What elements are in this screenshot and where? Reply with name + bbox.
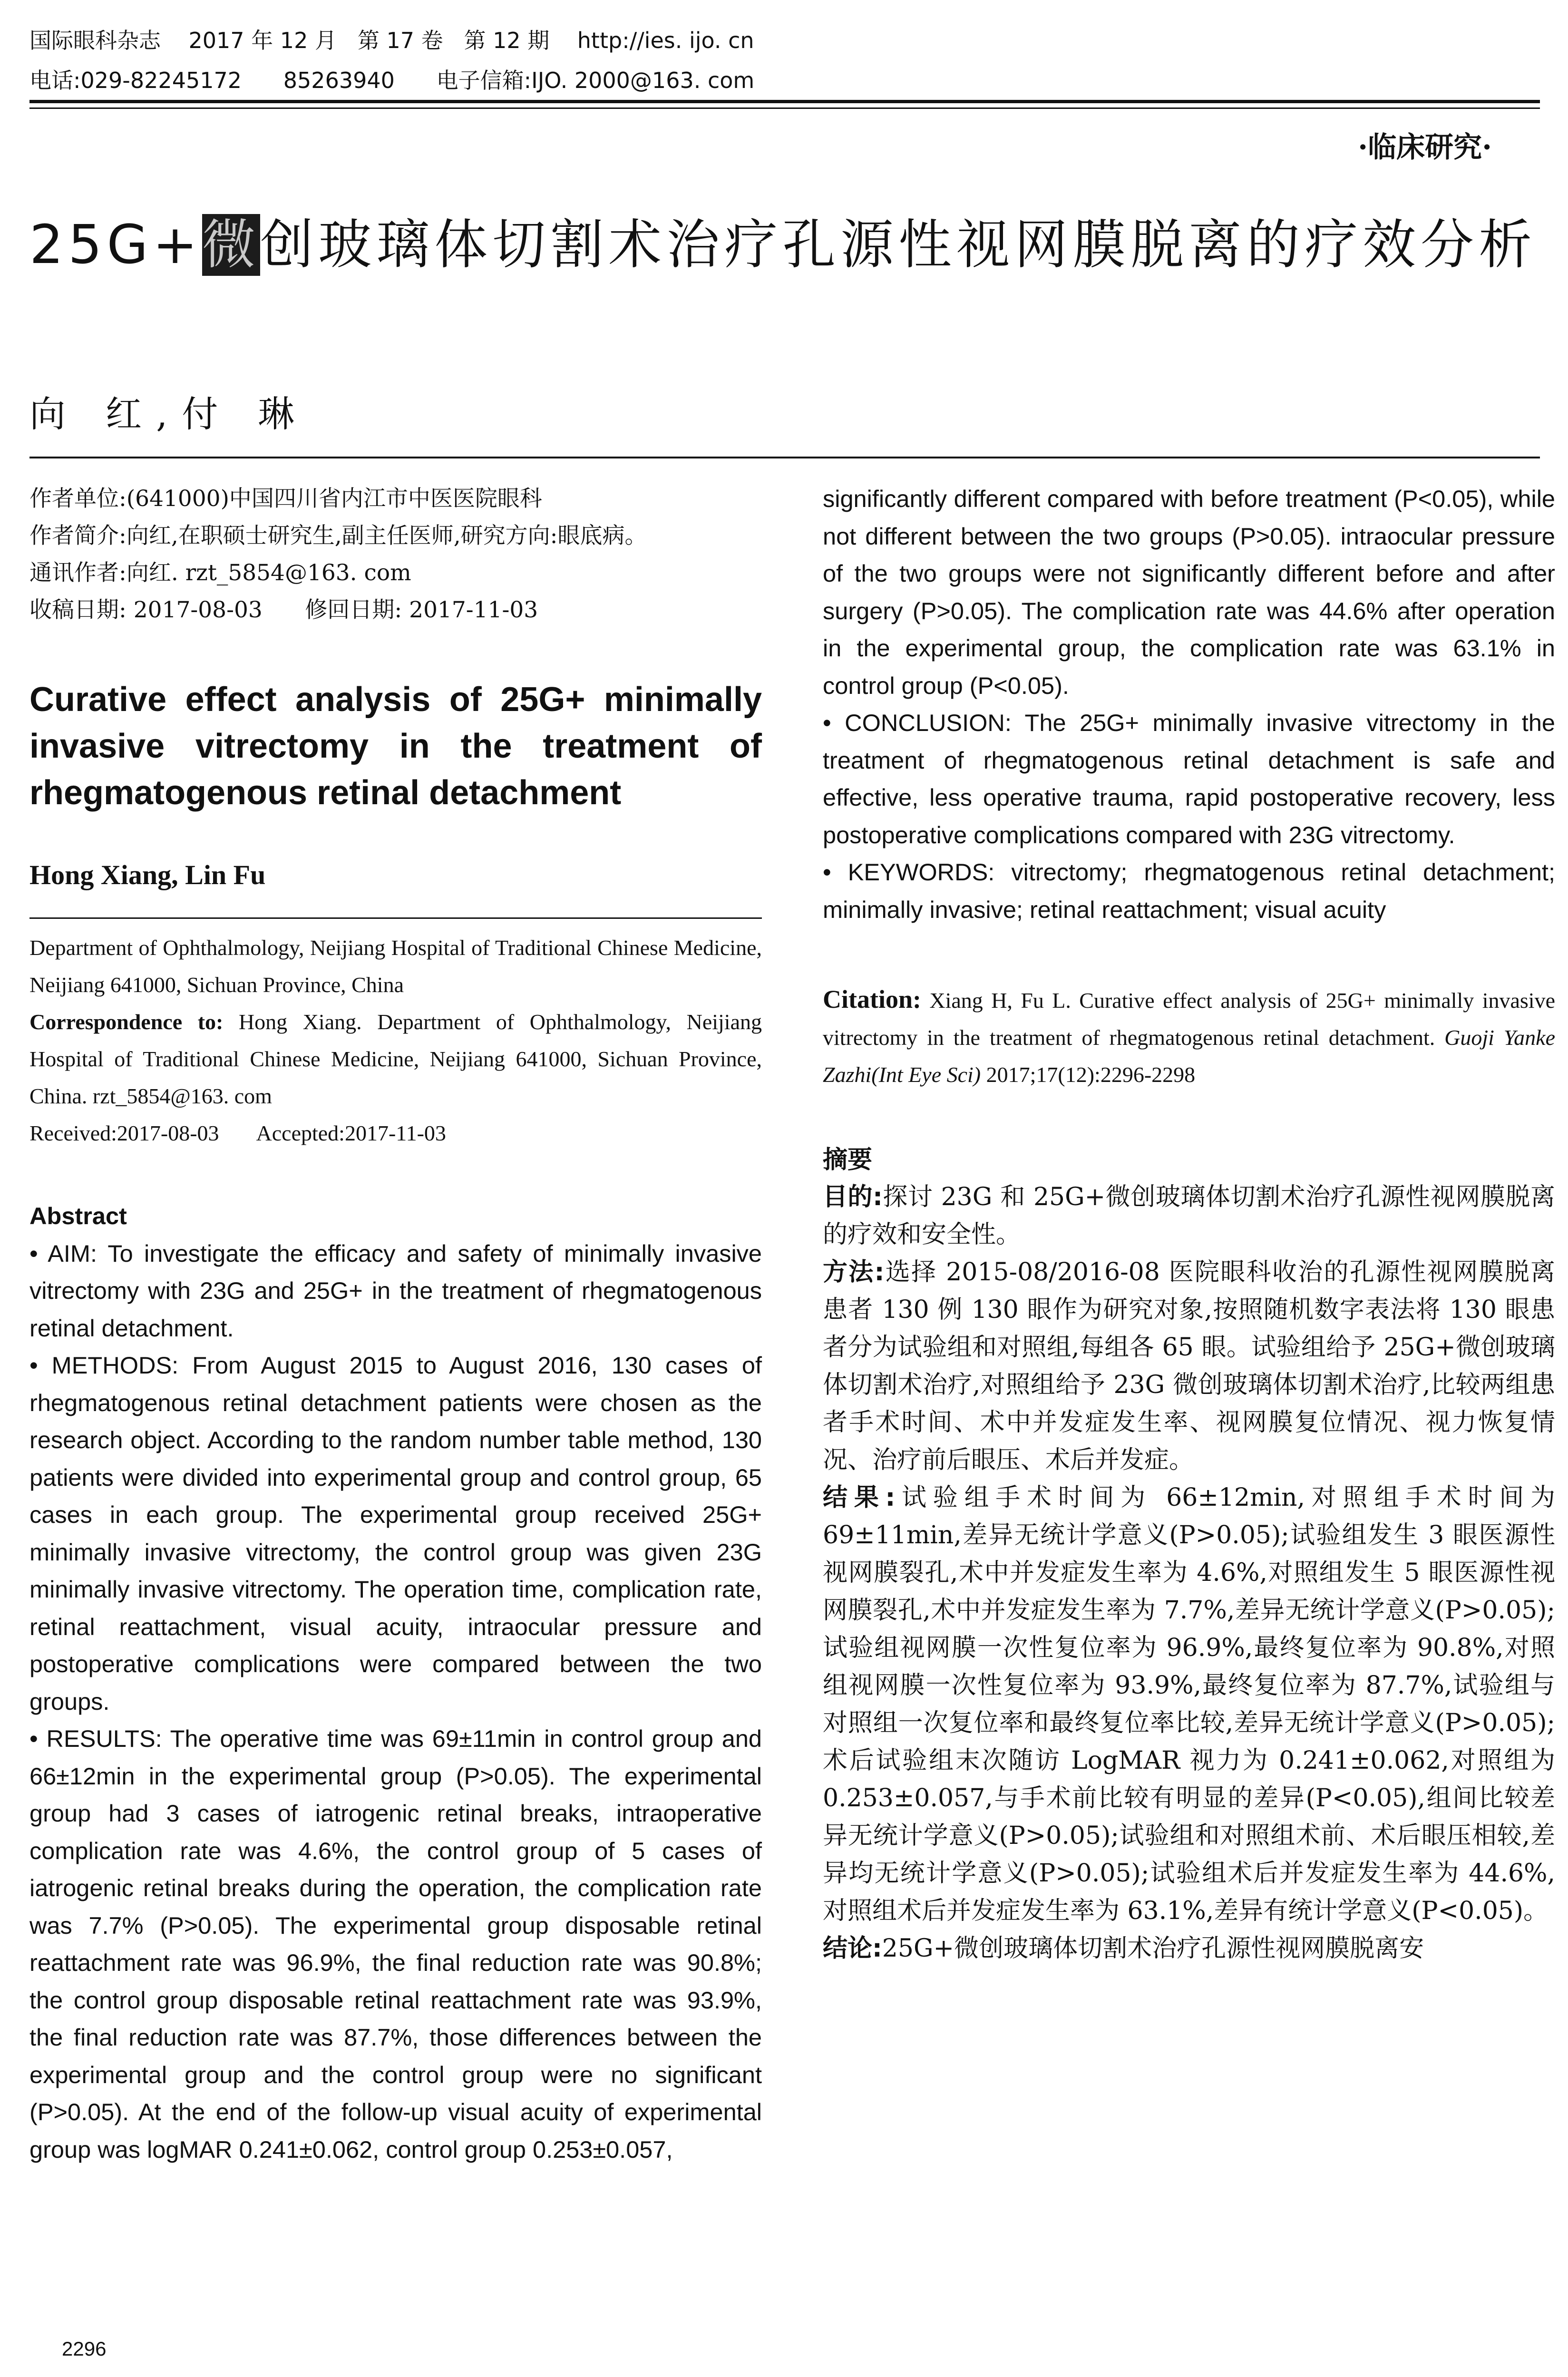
citation-text (823, 981, 1555, 1093)
abstract-zh-heading: 摘要 (823, 1145, 873, 1174)
info-affiliation: 作者单位:(641000)中国四川省内江市中医医院眼科 (29, 486, 542, 512)
authors-zh: 向 红,付 琳 (29, 393, 309, 435)
abstract-zh-methods (823, 1254, 1555, 1479)
affiliation-block (29, 929, 762, 1152)
page-number: 2296 (62, 2338, 107, 2360)
abstract-results-continued: significantly different compared with before treatment (P<0.05), while not different between the two groups (P>0.05). intraocular pressure of the two groups were not significantly different before and after surgery (P>0.05). The complication rate was 44.6% after operation in the experimental group, the complication rate was 63.1% in control group (P<0.05). (823, 485, 1555, 699)
phone-number: 电话:029-82245172 (29, 68, 242, 93)
phone-number-2: 85263940 (283, 68, 395, 93)
title-rest: 创玻璃体切割术治疗孔源性视网膜脱离的疗效分析 (260, 214, 1537, 276)
header-line-2 (29, 67, 754, 94)
info-corresponding: 通讯作者:向红. rzt_5854@163. com (29, 560, 411, 586)
affiliation-dept: Department of Ophthalmology, Neijiang Hospital of Traditional Chinese Medicine, Neijiang 641000, Sichuan Province, China (29, 935, 762, 997)
abstract-zh-results (823, 1479, 1555, 1930)
abstract-keywords: • KEYWORDS: vitrectomy; rhegmatogenous retinal detachment; minimally invasive; retinal reattachment; visual acuity (823, 858, 1555, 923)
correspondence-text: Hong Xiang. Department of Ophthalmology, Neijiang Hospital of Traditional Chinese Medicine, Neijiang 641000, Sichuan Province, China. rzt_5854@163. com (29, 1010, 762, 1108)
conclusion-text-zh: 25G+微创玻璃体切割术治疗孔源性视网膜脱离安 (882, 1934, 1424, 1963)
results-label-zh: 结果: (823, 1483, 896, 1512)
abstract-methods: • METHODS: From August 2015 to August 2016, 130 cases of rhegmatogenous retinal detachment patients were chosen as the research object. According to the random number table method, 130 patients were divided into experimental group and control group, 65 cases in each group. The experimental group received 25G+ minimally invasive vitrectomy, the control group was given 23G minimally invasive vitrectomy. The operation time, complication rate, retinal reattachment, visual acuity, intraocular pressure and postoperative complications were compared between the two groups. (29, 1352, 762, 1715)
abstract-zh-aim (823, 1179, 1555, 1254)
abstract-heading: Abstract (29, 1202, 127, 1229)
info-bio: 作者简介:向红,在职硕士研究生,副主任医师,研究方向:眼底病。 (29, 523, 647, 549)
abstract-en (29, 1198, 762, 2168)
issue-info: 2017 年 12 月 第 17 卷 第 12 期 (188, 28, 550, 53)
abstract-conclusion: • CONCLUSION: The 25G+ minimally invasive vitrectomy in the treatment of rhegmatogenous retinal detachment is safe and effective, less operative trauma, rapid postoperative recovery, less postoperative complications compared with 23G vitrectomy. (823, 709, 1555, 848)
citation-body: Xiang H, Fu L. Curative effect analysis of 25G+ minimally invasive vitrectomy in the treatment of rhegmatogenous retinal detachment. (823, 988, 1555, 1050)
article-title (29, 200, 1542, 290)
abstract-zh-conclusion (823, 1930, 1555, 1968)
left-column (29, 480, 762, 2168)
citation-label: Citation: (823, 985, 921, 1013)
right-column (823, 480, 1555, 1968)
citation-journal: Guoji Yanke Zazhi(Int Eye Sci) (823, 1025, 1555, 1087)
english-title: Curative effect analysis of 25G+ minimally invasive vitrectomy in the treatment of rhegmatogenous retinal detachment (29, 681, 762, 812)
citation-tail: 2017;17(12):2296-2298 (981, 1062, 1196, 1087)
header-rule-thin (29, 107, 1540, 109)
results-text-zh: 试验组手术时间为 66±12min,对照组手术时间为 69±11min,差异无统计学意义(P>0.05);试验组发生 3 眼医源性视网膜裂孔,术中并发症发生率为 4.6%,对照组发生 5 眼医源性视网膜裂孔,术中并发症发生率为 7.7%,差异无统计学意义(P>0.05);试验组视网膜一次性复位率为 96.9%,最终复位率为 90.8%,对照组视网膜一次性复位率为 93.9%,最终复位率为 87.7%,试验组与对照组一次复位率和最终复位率比较,差异无统计学意义(P>0.05);术后试验组末次随访 LogMAR 视力为 0.241±0.062,对照组为 0.253±0.057,与手术前比较有明显的差异(P<0.05),组间比较差异无统计学意义(P>0.05);试验组和对照组术前、术后眼压相较,差异均无统计学意义(P>0.05);试验组术后并发症发生率为 44.6%,对照组术后并发症发生率为 63.1%,差异有统计学意义(P<0.05)。 (823, 1483, 1555, 1925)
abstract-aim: • AIM: To investigate the efficacy and safety of minimally invasive vitrectomy with 23G and 25G+ in the treatment of rhegmatogenous retinal detachment. (29, 1239, 762, 1342)
title-highlight: 微 (202, 214, 261, 276)
header-rule-thick (29, 100, 1540, 103)
journal-name: 国际眼科杂志 (29, 28, 161, 53)
website-link[interactable]: http://ies. ijo. cn (577, 28, 754, 53)
correspondence-label: Correspondence to: (29, 1010, 224, 1034)
title-rule (29, 457, 1540, 458)
english-authors: Hong Xiang, Lin Fu (29, 859, 266, 890)
aim-label-zh: 目的: (823, 1183, 883, 1211)
affiliation-correspondence (29, 1003, 762, 1115)
conclusion-label-zh: 结论: (823, 1934, 882, 1963)
header-line-1 (29, 27, 754, 54)
methods-label-zh: 方法: (823, 1258, 885, 1286)
section-tag: ·临床研究· (1358, 131, 1492, 164)
aim-text-zh: 探讨 23G 和 25G+微创玻璃体切割术治疗孔源性视网膜脱离的疗效和安全性。 (823, 1183, 1556, 1249)
email-address[interactable]: 电子信箱:IJO. 2000@163. com (436, 68, 755, 93)
abstract-en-continued (823, 480, 1555, 928)
info-dates: 收稿日期: 2017-08-03 修回日期: 2017-11-03 (29, 597, 538, 623)
abstract-results: • RESULTS: The operative time was 69±11min in control group and 66±12min in the experimental group (P>0.05). The experimental group had 3 cases of iatrogenic retinal breaks, intraoperative complication rate was 4.6%, the control group of 5 cases of iatrogenic retinal breaks during the operation, the complication rate was 7.7% (P>0.05). The experimental group disposable retinal reattachment rate was 96.9%, the final reduction rate was 90.8%; the control group disposable retinal reattachment rate was 93.9%, the final reduction rate was 87.7%, those differences between the experimental group and the control group were no significant (P>0.05). At the end of the follow-up visual acuity of experimental group was logMAR 0.241±0.062, control group 0.253±0.057, (29, 1725, 762, 2163)
methods-text-zh: 选择 2015-08/2016-08 医院眼科收治的孔源性视网膜脱离患者 130 例 130 眼作为研究对象,按照随机数字表法将 130 眼患者分为试验组和对照组,每组各 65 眼。试验组给予 25G+微创玻璃体切割术治疗,对照组给予 23G 微创玻璃体切割术治疗,比较两组患者手术时间、术中并发症发生率、视网膜复位情况、视力恢复情况、治疗前后眼压、术后并发症。 (823, 1258, 1556, 1474)
title-prefix: 25G+ (29, 214, 203, 276)
affiliation-dates: Received:2017-08-03 Accepted:2017-11-03 (29, 1121, 446, 1145)
citation-block (823, 981, 1555, 1093)
author-info-zh (29, 480, 762, 629)
abstract-zh (823, 1141, 1555, 1968)
